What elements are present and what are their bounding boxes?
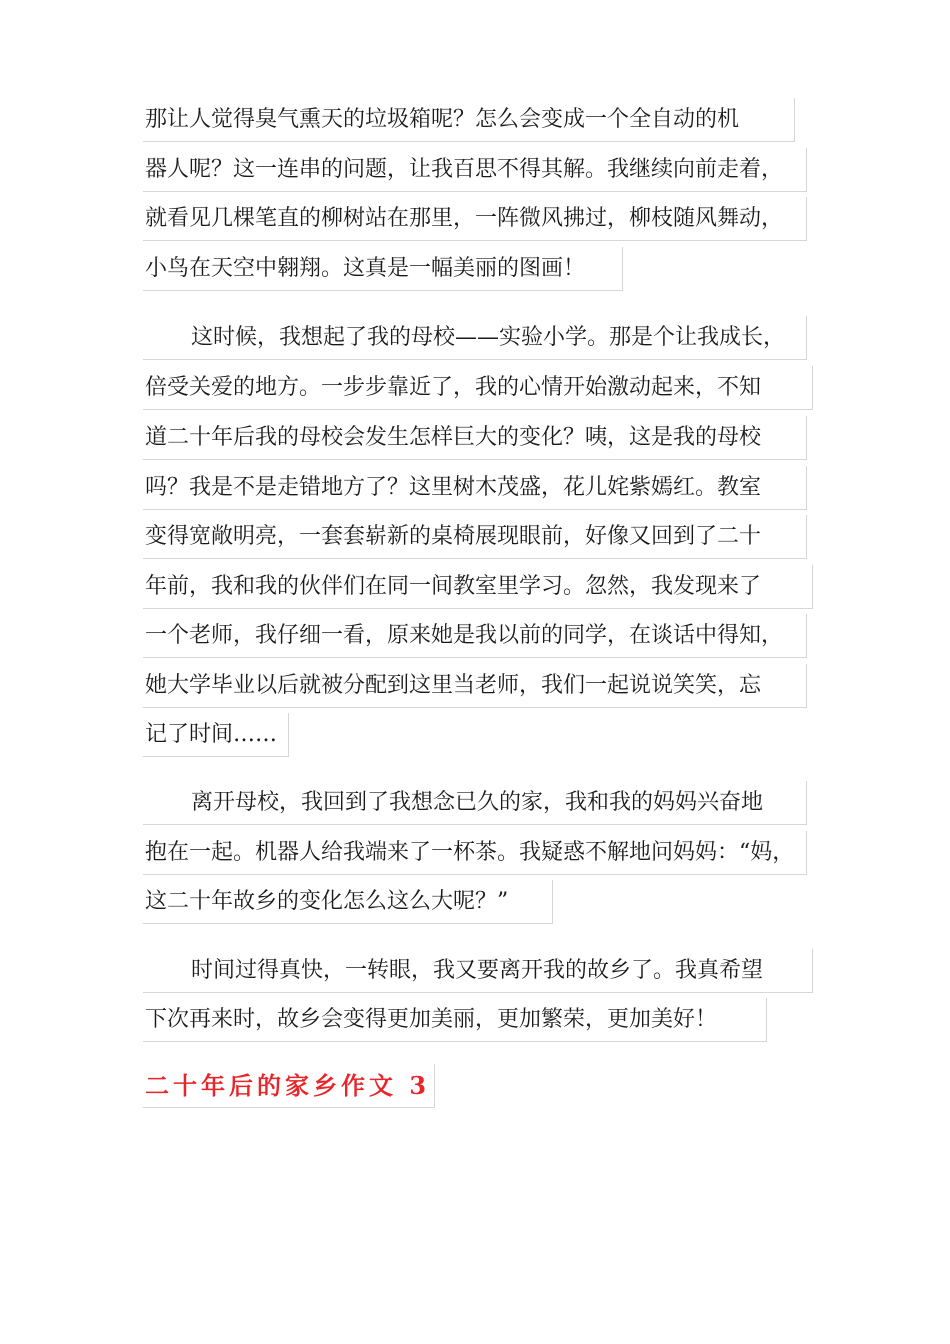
paragraph-4-line-2: 下次再来时，故乡会变得更加美丽，更加繁荣，更加美好！ — [143, 998, 767, 1042]
paragraph-2-line-3: 道二十年后我的母校会发生怎样巨大的变化？咦，这是我的母校 — [143, 416, 807, 460]
paragraph-2-line-2: 倍受关爱的地方。一步步靠近了，我的心情开始激动起来，不知 — [143, 366, 813, 410]
paragraph-1-line-4: 小鸟在天空中翱翔。这真是一幅美丽的图画！ — [143, 247, 623, 291]
paragraph-2-line-8: 她大学毕业以后就被分配到这里当老师，我们一起说说笑笑，忘 — [143, 664, 807, 708]
paragraph-1-line-2: 器人呢？这一连串的问题，让我百思不得其解。我继续向前走着， — [143, 148, 807, 192]
paragraph-2-line-5: 变得宽敞明亮，一套套崭新的桌椅展现眼前，好像又回到了二十 — [143, 515, 807, 559]
paragraph-1-line-1: 那让人觉得臭气熏天的垃圾箱呢？怎么会变成一个全自动的机 — [143, 98, 795, 142]
paragraph-2-line-4: 吗？我是不是走错地方了？这里树木茂盛，花儿姹紫嫣红。教室 — [143, 466, 807, 510]
paragraph-2-line-1: 这时候，我想起了我的母校——实验小学。那是个让我成长， — [143, 316, 807, 360]
paragraph-4-line-1: 时间过得真快，一转眼，我又要离开我的故乡了。我真希望 — [143, 949, 813, 993]
paragraph-3-line-3: 这二十年故乡的变化怎么这么大呢？” — [143, 880, 553, 924]
paragraph-2-line-6: 年前，我和我的伙伴们在同一间教室里学习。忽然，我发现来了 — [143, 565, 813, 609]
paragraph-3-line-2: 抱在一起。机器人给我端来了一杯茶。我疑惑不解地问妈妈：“妈， — [143, 831, 807, 875]
paragraph-3-line-1: 离开母校，我回到了我想念已久的家，我和我的妈妈兴奋地 — [143, 781, 807, 825]
paragraph-2-line-9: 记了时间…… — [143, 713, 289, 757]
section-heading: 二十年后的家乡作文 3 — [143, 1064, 435, 1108]
paragraph-1-line-3: 就看见几棵笔直的柳树站在那里，一阵微风拂过，柳枝随风舞动， — [143, 197, 807, 241]
paragraph-2-line-7: 一个老师，我仔细一看，原来她是我以前的同学，在谈话中得知， — [143, 614, 807, 658]
